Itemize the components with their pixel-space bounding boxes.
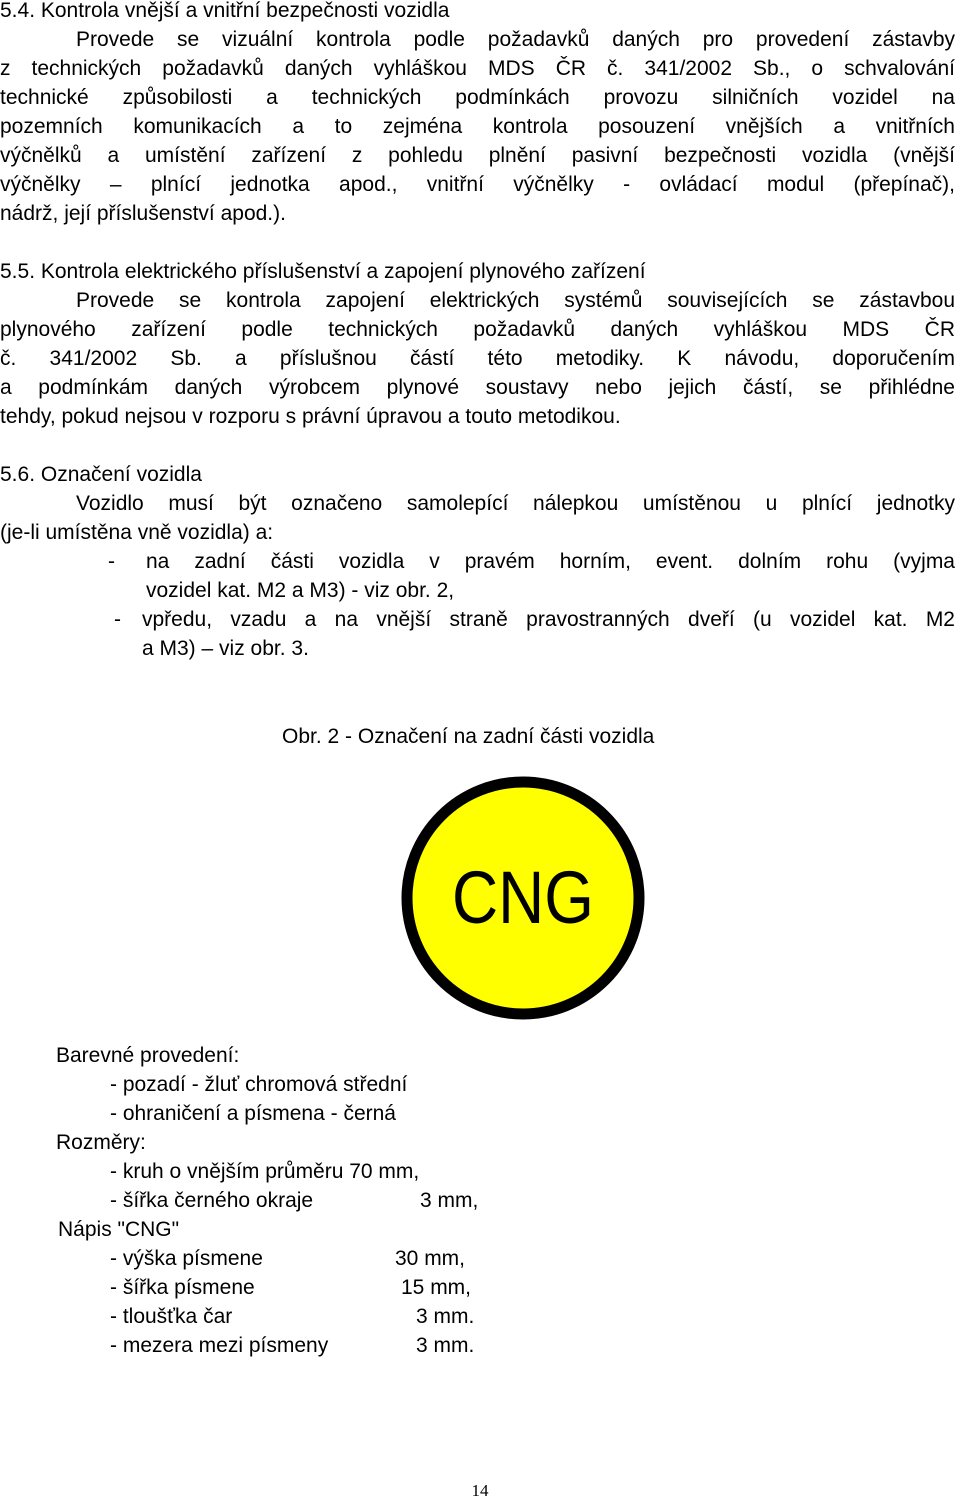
spec-item: - kruh o vnějším průměru 70 mm,	[110, 1160, 420, 1183]
paragraph-line: (je-li umístěna vně vozidla) a:	[0, 521, 274, 544]
list-item-line: na zadní části vozidla v pravém horním, event. dolním rohu (vyjma	[146, 550, 955, 573]
spec-heading: Nápis "CNG"	[58, 1218, 180, 1241]
spec-item: - šířka černého okraje	[110, 1189, 314, 1212]
paragraph-line: a podmínkám daných výrobcem plynové soustavy nebo jejich částí, se přihlédne	[0, 376, 955, 399]
page-number: 14	[471, 1481, 489, 1500]
spec-value: 3 mm,	[420, 1189, 479, 1212]
paragraph-line: Provede se vizuální kontrola podle požadavků daných pro provedení zástavby	[76, 28, 955, 51]
spec-heading: Barevné provedení:	[56, 1044, 240, 1067]
section-heading: 5.4. Kontrola vnější a vnitřní bezpečnosti vozidla	[0, 0, 450, 22]
paragraph-line: technické způsobilosti a technických podmínkách provozu silničních vozidel na	[0, 86, 955, 109]
list-item-line: a M3) – viz obr. 3.	[142, 637, 309, 660]
cng-sign-text: CNG	[452, 856, 594, 939]
spec-value: 15 mm,	[401, 1276, 472, 1299]
list-dash: -	[114, 608, 121, 631]
spec-value: 30 mm,	[395, 1247, 466, 1270]
list-item-line: vpředu, vzadu a na vnější straně pravostranných dveří (u vozidel kat. M2	[142, 608, 955, 631]
cng-sign	[398, 773, 648, 1023]
paragraph-line: výčnělků a umístění zařízení z pohledu plnění pasivní bezpečnosti vozidla (vnější	[0, 144, 955, 167]
spec-item: - mezera mezi písmeny	[110, 1334, 329, 1357]
paragraph-line: Provede se kontrola zapojení elektrických systémů souvisejících se zástavbou	[76, 289, 955, 312]
section-heading: 5.5. Kontrola elektrického příslušenství a zapojení plynového zařízení	[0, 260, 646, 283]
spec-item: - výška písmene	[110, 1247, 263, 1270]
paragraph-line: výčnělky – plnící jednotka apod., vnitřní výčnělky - ovládací modul (přepínač),	[0, 173, 955, 196]
figure-caption: Obr. 2 - Označení na zadní části vozidla	[282, 725, 655, 748]
list-item-line: vozidel kat. M2 a M3) - viz obr. 2,	[146, 579, 455, 602]
spec-value: 3 mm.	[416, 1334, 475, 1357]
paragraph-line: nádrž, její příslušenství apod.).	[0, 202, 286, 225]
section-heading: 5.6. Označení vozidla	[0, 463, 202, 486]
paragraph-line: Vozidlo musí být označeno samolepící nálepkou umístěnou u plnící jednotky	[76, 492, 955, 515]
spec-value: 3 mm.	[416, 1305, 475, 1328]
spec-item: - tloušťka čar	[110, 1305, 233, 1328]
paragraph-line: tehdy, pokud nejsou v rozporu s právní úpravou a touto metodikou.	[0, 405, 621, 428]
paragraph-line: plynového zařízení podle technických požadavků daných vyhláškou MDS ČR	[0, 318, 955, 341]
paragraph-line: č. 341/2002 Sb. a příslušnou částí této metodiky. K návodu, doporučením	[0, 347, 955, 370]
spec-heading: Rozměry:	[56, 1131, 146, 1154]
paragraph-line: z technických požadavků daných vyhláškou MDS ČR č. 341/2002 Sb., o schvalování	[0, 57, 955, 80]
paragraph-line: pozemních komunikacích a to zejména kontrola posouzení vnějších a vnitřních	[0, 115, 955, 138]
spec-item: - pozadí - žluť chromová střední	[110, 1073, 408, 1096]
spec-item: - šířka písmene	[110, 1276, 255, 1299]
list-dash: -	[108, 550, 115, 573]
spec-item: - ohraničení a písmena - černá	[110, 1102, 396, 1125]
